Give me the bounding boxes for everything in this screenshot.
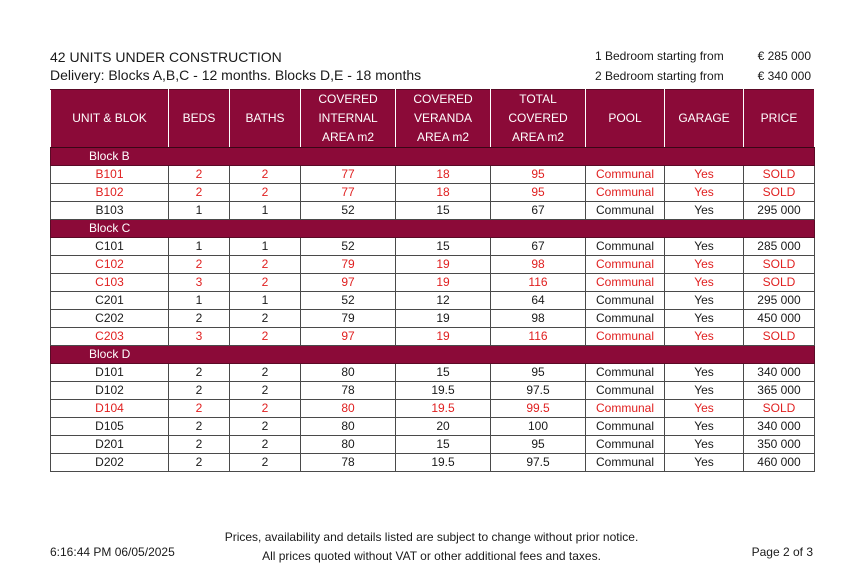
- table-cell: 2: [169, 310, 230, 328]
- table-cell: 98: [491, 310, 586, 328]
- table-cell: C101: [51, 238, 169, 256]
- footer-notice: [0, 528, 863, 566]
- table-row: [51, 292, 815, 310]
- table-cell: 15: [396, 364, 491, 382]
- table-cell: 2: [230, 418, 301, 436]
- table-cell: C201: [51, 292, 169, 310]
- table-cell: 1: [230, 292, 301, 310]
- column-header-line: POOL: [608, 111, 642, 125]
- table-cell: 2: [230, 382, 301, 400]
- table-cell: 99.5: [491, 400, 586, 418]
- table-cell: 2: [169, 454, 230, 472]
- print-timestamp: 6:16:44 PM 06/05/2025: [50, 545, 175, 559]
- column-header: [230, 90, 301, 148]
- table-cell: 365 000: [744, 382, 815, 400]
- table-cell: 20: [396, 418, 491, 436]
- column-header-line: BEDS: [182, 111, 216, 125]
- table-cell: C102: [51, 256, 169, 274]
- table-cell: Yes: [665, 238, 744, 256]
- delivery-info: Delivery: Blocks A,B,C - 12 months. Blocks D,E - 18 months: [50, 67, 422, 83]
- notice-line: Prices, availability and details listed are subject to change without prior notice.: [224, 530, 639, 544]
- table-cell: 1: [169, 238, 230, 256]
- table-cell: 1: [230, 202, 301, 220]
- table-cell: 2: [230, 364, 301, 382]
- table-row: [51, 310, 815, 328]
- table-cell: 15: [396, 436, 491, 454]
- table-cell: 15: [396, 202, 491, 220]
- table-cell: 95: [491, 436, 586, 454]
- table-cell: 18: [396, 184, 491, 202]
- table-cell: D104: [51, 400, 169, 418]
- column-header-line: GARAGE: [678, 111, 730, 125]
- block-header-fill: [169, 220, 815, 238]
- table-row: [51, 166, 815, 184]
- table-cell: 78: [301, 382, 396, 400]
- page-header: [50, 48, 421, 84]
- table-cell: 19: [396, 310, 491, 328]
- table-cell: 450 000: [744, 310, 815, 328]
- column-header-line: BATHS: [245, 111, 285, 125]
- table-cell: 97: [301, 274, 396, 292]
- table-cell: Communal: [586, 292, 665, 310]
- table-cell: 460 000: [744, 454, 815, 472]
- table-cell: Yes: [665, 256, 744, 274]
- table-cell: 19.5: [396, 382, 491, 400]
- table-cell: SOLD: [744, 184, 815, 202]
- table-cell: 2: [230, 166, 301, 184]
- table-cell: D101: [51, 364, 169, 382]
- table-cell: 2: [230, 400, 301, 418]
- table-row: [51, 364, 815, 382]
- table-row: [51, 256, 815, 274]
- table-cell: 64: [491, 292, 586, 310]
- table-cell: Communal: [586, 328, 665, 346]
- table-cell: 2: [169, 256, 230, 274]
- table-cell: D201: [51, 436, 169, 454]
- table-row: [51, 382, 815, 400]
- table-cell: 77: [301, 166, 396, 184]
- table-cell: Communal: [586, 202, 665, 220]
- table-cell: 1: [230, 238, 301, 256]
- table-cell: 2: [169, 364, 230, 382]
- block-name: Block D: [51, 346, 169, 364]
- table-cell: Yes: [665, 166, 744, 184]
- table-cell: Communal: [586, 274, 665, 292]
- table-cell: 295 000: [744, 292, 815, 310]
- table-cell: 3: [169, 274, 230, 292]
- table-cell: 2: [169, 418, 230, 436]
- table-cell: SOLD: [744, 166, 815, 184]
- table-row: [51, 436, 815, 454]
- table-cell: 79: [301, 310, 396, 328]
- table-cell: Yes: [665, 202, 744, 220]
- block-header-fill: [169, 346, 815, 364]
- price-line-2-bedroom: [595, 66, 811, 86]
- table-cell: 295 000: [744, 202, 815, 220]
- table-row: [51, 328, 815, 346]
- column-header-line: COVERED: [508, 111, 568, 125]
- table-cell: Yes: [665, 418, 744, 436]
- table-cell: C203: [51, 328, 169, 346]
- table-cell: 2: [230, 454, 301, 472]
- table-cell: 2: [230, 310, 301, 328]
- table-cell: 52: [301, 292, 396, 310]
- units-table: [50, 89, 815, 472]
- block-header-row: [51, 148, 815, 166]
- table-cell: Yes: [665, 328, 744, 346]
- table-cell: 52: [301, 202, 396, 220]
- table-cell: 80: [301, 436, 396, 454]
- table-row: [51, 274, 815, 292]
- table-cell: 19.5: [396, 454, 491, 472]
- table-cell: SOLD: [744, 274, 815, 292]
- table-cell: Communal: [586, 256, 665, 274]
- table-cell: 19: [396, 256, 491, 274]
- column-header-line: VERANDA: [413, 111, 472, 125]
- table-cell: Yes: [665, 184, 744, 202]
- table-cell: 52: [301, 238, 396, 256]
- table-cell: Communal: [586, 418, 665, 436]
- table-cell: B103: [51, 202, 169, 220]
- table-cell: D102: [51, 382, 169, 400]
- table-cell: 67: [491, 238, 586, 256]
- column-header-line: AREA m2: [511, 130, 565, 144]
- table-cell: Yes: [665, 436, 744, 454]
- table-cell: 2: [169, 166, 230, 184]
- table-cell: 340 000: [744, 364, 815, 382]
- table-cell: 79: [301, 256, 396, 274]
- block-header-fill: [169, 148, 815, 166]
- table-cell: 95: [491, 166, 586, 184]
- table-cell: 80: [301, 400, 396, 418]
- table-cell: Communal: [586, 400, 665, 418]
- table-cell: 19.5: [396, 400, 491, 418]
- block-header-row: [51, 346, 815, 364]
- table-cell: Communal: [586, 436, 665, 454]
- column-header-line: COVERED: [318, 92, 378, 106]
- table-cell: B101: [51, 166, 169, 184]
- table-cell: Yes: [665, 310, 744, 328]
- table-cell: Yes: [665, 400, 744, 418]
- table-row: [51, 454, 815, 472]
- price-label: 2 Bedroom starting from: [595, 69, 724, 83]
- table-cell: 12: [396, 292, 491, 310]
- block-header-row: [51, 220, 815, 238]
- table-cell: 3: [169, 328, 230, 346]
- table-cell: 80: [301, 418, 396, 436]
- table-cell: SOLD: [744, 400, 815, 418]
- table-cell: Communal: [586, 382, 665, 400]
- block-name: Block C: [51, 220, 169, 238]
- table-cell: C202: [51, 310, 169, 328]
- starting-prices: [595, 46, 811, 86]
- column-header-line: UNIT & BLOK: [72, 111, 147, 125]
- table-cell: 1: [169, 292, 230, 310]
- table-cell: 2: [230, 274, 301, 292]
- table-row: [51, 418, 815, 436]
- table-cell: 100: [491, 418, 586, 436]
- column-header: [51, 90, 169, 148]
- price-value: € 340 000: [757, 69, 811, 83]
- column-header: [491, 90, 586, 148]
- table-cell: 116: [491, 274, 586, 292]
- column-header: [169, 90, 230, 148]
- price-value: € 285 000: [757, 49, 811, 63]
- table-cell: 78: [301, 454, 396, 472]
- table-cell: 2: [230, 256, 301, 274]
- table-cell: 97: [301, 328, 396, 346]
- page-number: Page 2 of 3: [751, 545, 813, 559]
- table-cell: 2: [230, 436, 301, 454]
- table-cell: 97.5: [491, 382, 586, 400]
- table-cell: Communal: [586, 184, 665, 202]
- table-cell: 97.5: [491, 454, 586, 472]
- table-cell: Yes: [665, 382, 744, 400]
- table-row: [51, 184, 815, 202]
- table-body: [51, 148, 815, 472]
- table-cell: 19: [396, 328, 491, 346]
- table-cell: 67: [491, 202, 586, 220]
- column-header-line: PRICE: [760, 111, 798, 125]
- table-cell: Yes: [665, 364, 744, 382]
- table-cell: 18: [396, 166, 491, 184]
- table-row: [51, 400, 815, 418]
- column-header: [396, 90, 491, 148]
- notice-line: All prices quoted without VAT or other additional fees and taxes.: [262, 549, 601, 563]
- table-cell: SOLD: [744, 328, 815, 346]
- table-cell: 95: [491, 184, 586, 202]
- table-cell: 285 000: [744, 238, 815, 256]
- table-cell: 2: [169, 184, 230, 202]
- column-header-line: AREA m2: [321, 130, 375, 144]
- table-header: [51, 90, 815, 148]
- table-cell: 2: [169, 436, 230, 454]
- column-header: [586, 90, 665, 148]
- table-cell: Communal: [586, 166, 665, 184]
- column-header-line: AREA m2: [416, 130, 470, 144]
- table-cell: B102: [51, 184, 169, 202]
- header-row: [51, 90, 815, 148]
- column-header-line: COVERED: [413, 92, 473, 106]
- table-cell: Yes: [665, 292, 744, 310]
- table-cell: 2: [169, 400, 230, 418]
- column-header: [744, 90, 815, 148]
- table-cell: Communal: [586, 238, 665, 256]
- table-cell: 19: [396, 274, 491, 292]
- table-cell: 2: [230, 184, 301, 202]
- table-cell: 95: [491, 364, 586, 382]
- table-cell: 116: [491, 328, 586, 346]
- table-cell: Communal: [586, 310, 665, 328]
- table-cell: D105: [51, 418, 169, 436]
- table-row: [51, 202, 815, 220]
- table-cell: 98: [491, 256, 586, 274]
- price-label: 1 Bedroom starting from: [595, 49, 724, 63]
- table-cell: Yes: [665, 454, 744, 472]
- table-cell: Communal: [586, 454, 665, 472]
- table-cell: 15: [396, 238, 491, 256]
- table-cell: 2: [230, 328, 301, 346]
- table-cell: D202: [51, 454, 169, 472]
- price-line-1-bedroom: [595, 46, 811, 66]
- table-cell: 1: [169, 202, 230, 220]
- table-cell: C103: [51, 274, 169, 292]
- table-row: [51, 238, 815, 256]
- block-name: Block B: [51, 148, 169, 166]
- column-header: [665, 90, 744, 148]
- page-title: 42 UNITS UNDER CONSTRUCTION: [50, 49, 282, 65]
- column-header-line: INTERNAL: [318, 111, 378, 125]
- table-cell: Yes: [665, 274, 744, 292]
- table-cell: Communal: [586, 364, 665, 382]
- table-cell: 2: [169, 382, 230, 400]
- column-header: [301, 90, 396, 148]
- column-header-line: TOTAL: [519, 92, 557, 106]
- table-cell: 340 000: [744, 418, 815, 436]
- table-cell: SOLD: [744, 256, 815, 274]
- table-cell: 350 000: [744, 436, 815, 454]
- table-cell: 77: [301, 184, 396, 202]
- table-cell: 80: [301, 364, 396, 382]
